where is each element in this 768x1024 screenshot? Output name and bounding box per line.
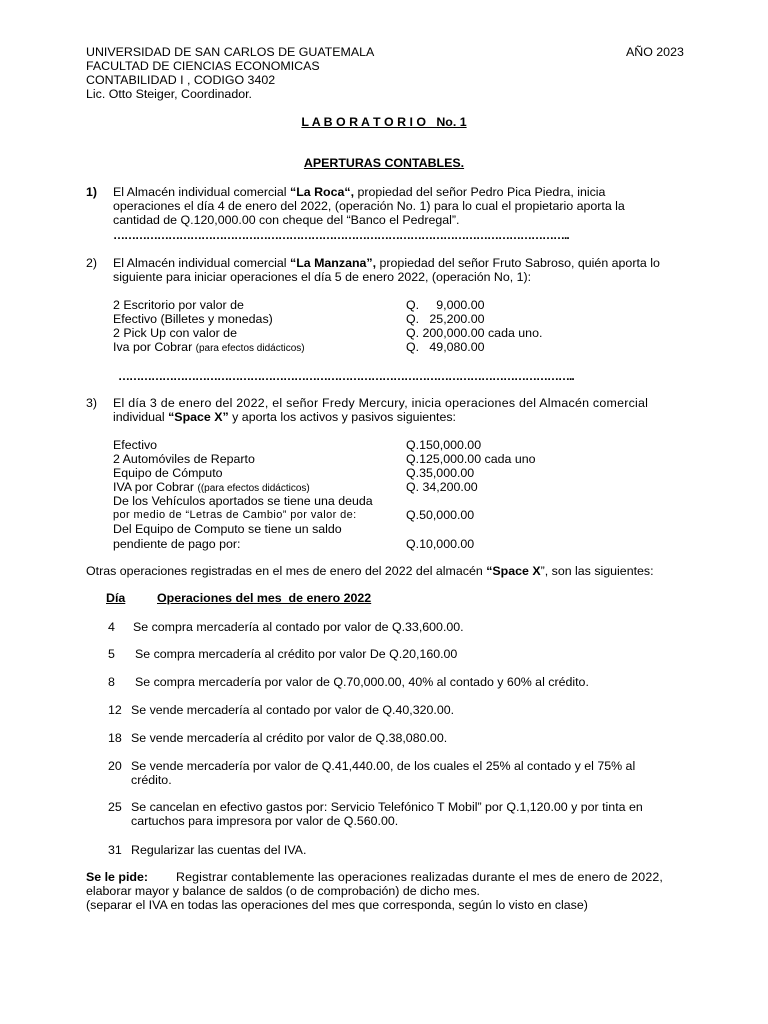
item-number-1: 1) (86, 185, 98, 199)
p3-item-label: Efectivo (113, 438, 158, 452)
separator-dots-2: …………………………………………………………………………………………………………….. (118, 369, 574, 383)
p2-item-label: Iva por Cobrar (para efectos didácticos) (113, 340, 305, 354)
op-text: Se compra mercadería al crédito por valor De Q.20,160.00 (135, 647, 458, 661)
op-text-cont: cartuchos para impresora por valor de Q.560.00. (131, 814, 399, 828)
p1-line1: El Almacén individual comercial “La Roca“, propiedad del señor Pedro Pica Piedra, inicia (113, 185, 606, 199)
p3-deuda-line1: De los Vehículos aportados se tiene una deuda (113, 494, 373, 508)
other-ops-intro: Otras operaciones registradas en el mes de enero del 2022 del almacén “Space X”, son las siguientes: (86, 564, 654, 578)
op-day: 4 (108, 620, 115, 634)
op-day: 25 (108, 800, 122, 814)
p3-saldo-line1: Del Equipo de Computo se tiene un saldo (113, 522, 342, 536)
p3-line2: individual “Space X” y aporta los activos y pasivos siguientes: (113, 410, 456, 424)
p3-item-value: Q.150,000.00 (406, 438, 482, 452)
p2-item-value: Q. 9,000.00 (406, 298, 485, 312)
request-line1: Registrar contablemente las operaciones realizadas durante el mes de enero de 2022, (176, 870, 664, 884)
p2-line2: siguiente para iniciar operaciones el día 5 de enero 2022, (operación No, 1): (113, 270, 532, 284)
p2-line1: El Almacén individual comercial “La Manzana”, propiedad del señor Fruto Sabroso, quién aporta lo (113, 256, 660, 270)
p2-item-label: 2 Escritorio por valor de (113, 298, 244, 312)
op-day: 8 (108, 675, 115, 689)
p2-item-label: Efectivo (Billetes y monedas) (113, 312, 273, 326)
separator-dots-1: …………………………………………………………………………………………………………….. (113, 228, 569, 242)
op-text: Se compra mercadería por valor de Q.70,000.00, 40% al contado y 60% al crédito. (135, 675, 589, 689)
p2-item-label: 2 Pick Up con valor de (113, 326, 237, 340)
p2-item-value: Q. 200,000.00 cada uno. (406, 326, 543, 340)
op-text: Se vende mercadería por valor de Q.41,440.00, de los cuales el 25% al contado y el 75% al (131, 759, 636, 773)
p3-iva-label: IVA por Cobrar ((para efectos didácticos) (113, 480, 310, 494)
p3-saldo-value: Q.10,000.00 (406, 537, 475, 551)
ops-header-day: Día (106, 591, 126, 605)
p2-item-value: Q. 49,080.00 (406, 340, 485, 354)
op-day: 31 (108, 843, 122, 857)
op-day: 20 (108, 759, 122, 773)
course-name: CONTABILIDAD I , CODIGO 3402 (86, 73, 276, 87)
item-number-3: 3) (86, 396, 98, 410)
p3-deuda-value: Q.50,000.00 (406, 508, 475, 522)
request-line2: elaborar mayor y balance de saldos (o de comprobación) de dicho mes. (86, 884, 480, 898)
p3-saldo-line2: pendiente de pago por: (113, 537, 241, 551)
p3-item-label: Equipo de Cómputo (113, 466, 223, 480)
coordinator-name: Lic. Otto Steiger, Coordinador. (86, 87, 252, 101)
op-text: Se cancelan en efectivo gastos por: Servicio Telefónico T Mobil” por Q.1,120.00 y por tinta en (131, 800, 643, 814)
op-day: 18 (108, 731, 122, 745)
op-day: 12 (108, 703, 122, 717)
op-text: Se vende mercadería al crédito por valor de Q.38,080.00. (131, 731, 448, 745)
section-title: APERTURAS CONTABLES. (303, 156, 465, 170)
request-label: Se le pide: (86, 870, 148, 884)
p3-item-value: Q.35,000.00 (406, 466, 475, 480)
p2-item-value: Q. 25,200.00 (406, 312, 485, 326)
p3-item-value: Q.125,000.00 cada uno (406, 452, 536, 466)
op-text: Se vende mercadería al contado por valor de Q.40,320.00. (131, 703, 455, 717)
request-line3: (separar el IVA en todas las operaciones del mes que corresponda, según lo visto en clase) (86, 898, 588, 912)
op-day: 5 (108, 647, 115, 661)
university-name: UNIVERSIDAD DE SAN CARLOS DE GUATEMALA (86, 45, 375, 59)
faculty-name: FACULTAD DE CIENCIAS ECONOMICAS (86, 59, 320, 73)
p3-iva-value: Q. 34,200.00 (406, 480, 478, 494)
year-label: AÑO 2023 (626, 45, 684, 59)
p3-deuda-line2: por medio de “Letras de Cambio” por valor de: (113, 509, 357, 521)
item-number-2: 2) (86, 256, 98, 270)
p3-item-label: 2 Automóviles de Reparto (113, 452, 255, 466)
p1-line3: cantidad de Q.120,000.00 con cheque del “Banco el Pedregal”. (113, 213, 460, 227)
op-text-cont: crédito. (131, 773, 172, 787)
ops-header-operations: Operaciones del mes de enero 2022 (157, 591, 372, 605)
op-text: Regularizar las cuentas del IVA. (131, 843, 307, 857)
op-text: Se compra mercadería al contado por valor de Q.33,600.00. (133, 620, 464, 634)
p3-line1: El día 3 de enero del 2022, el señor Fredy Mercury, inicia operaciones del Almacén comercial (113, 396, 649, 410)
p1-line2: operaciones el día 4 de enero del 2022, (operación No. 1) para lo cual el propietario aporta la (113, 199, 625, 213)
document-title: L A B O R A T O R I O No. 1 (301, 115, 467, 129)
